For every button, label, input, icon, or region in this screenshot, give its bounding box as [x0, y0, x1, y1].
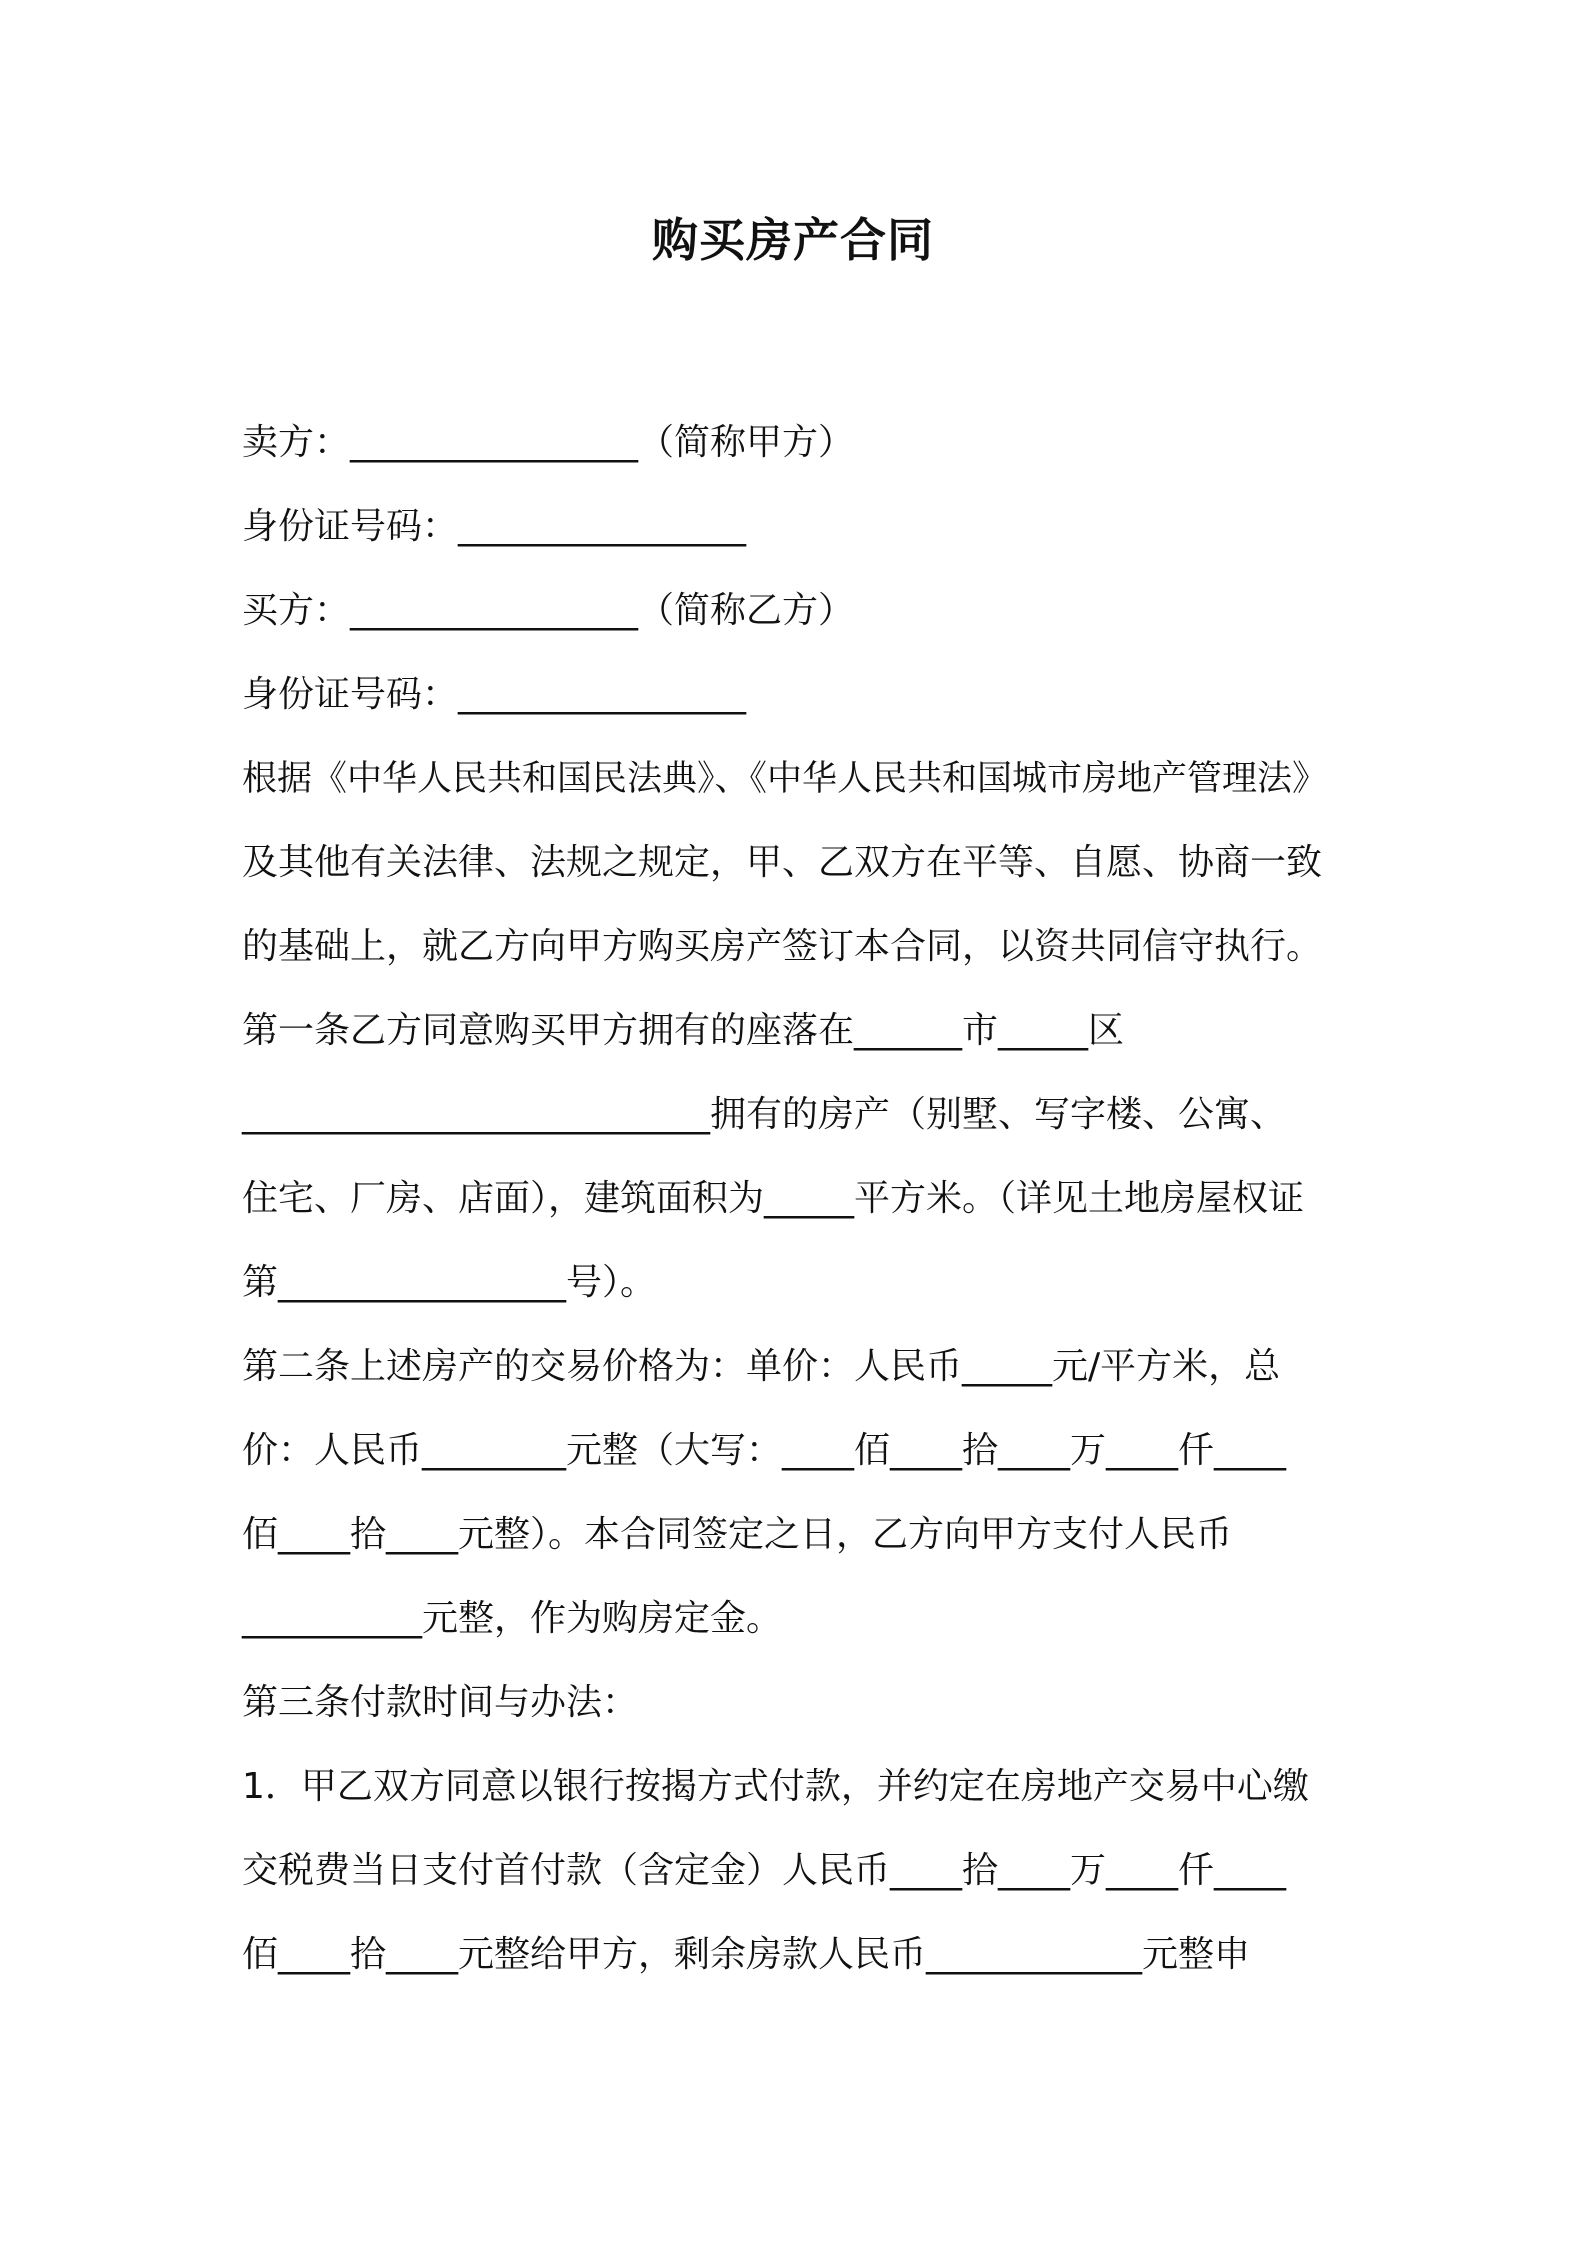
- seller-line: 卖方：________________（简称甲方）: [242, 422, 855, 463]
- buyer-id-line: 身份证号码：________________: [242, 674, 747, 715]
- preamble-line-3: 的基础上，就乙方向甲方购买房产签订本合同，以资共同信守执行。: [242, 926, 1323, 967]
- article-3-item-1-line-2: 交税费当日支付首付款（含定金）人民币____拾____万____仟____: [242, 1850, 1287, 1891]
- preamble-line-2: 及其他有关法律、法规之规定，甲、乙双方在平等、自愿、协商一致: [242, 842, 1323, 883]
- article-3-item-1-line-1: 1．甲乙双方同意以银行按揭方式付款，并约定在房地产交易中心缴: [242, 1766, 1309, 1807]
- preamble-line-1: 根据《中华人民共和国民法典》、《中华人民共和国城市房地产管理法》: [242, 759, 1328, 799]
- article-2-line-2: 价：人民币________元整（大写：____佰____拾____万____仟____: [242, 1430, 1287, 1471]
- article-2-line-4: __________元整，作为购房定金。: [242, 1598, 783, 1639]
- article-1-line-3: 住宅、厂房、店面），建筑面积为_____平方米。（详见土地房屋权证: [242, 1178, 1305, 1219]
- article-1-line-4: 第________________号）。: [242, 1262, 657, 1303]
- article-2-line-1: 第二条上述房产的交易价格为：单价：人民币_____元/平方米，总: [242, 1346, 1281, 1387]
- buyer-line: 买方：________________（简称乙方）: [242, 590, 855, 631]
- document-title: 购买房产合同: [652, 213, 934, 267]
- seller-id-line: 身份证号码：________________: [242, 506, 747, 547]
- article-2-line-3: 佰____拾____元整）。本合同签定之日，乙方向甲方支付人民币: [242, 1514, 1233, 1555]
- article-3-item-1-line-3: 佰____拾____元整给甲方，剩余房款人民币____________元整申: [242, 1934, 1251, 1975]
- article-1-line-1: 第一条乙方同意购买甲方拥有的座落在______市_____区: [242, 1010, 1125, 1051]
- article-3-heading: 第三条付款时间与办法：: [242, 1682, 639, 1723]
- article-1-line-2: __________________________拥有的房产（别墅、写字楼、公寓、: [242, 1094, 1287, 1135]
